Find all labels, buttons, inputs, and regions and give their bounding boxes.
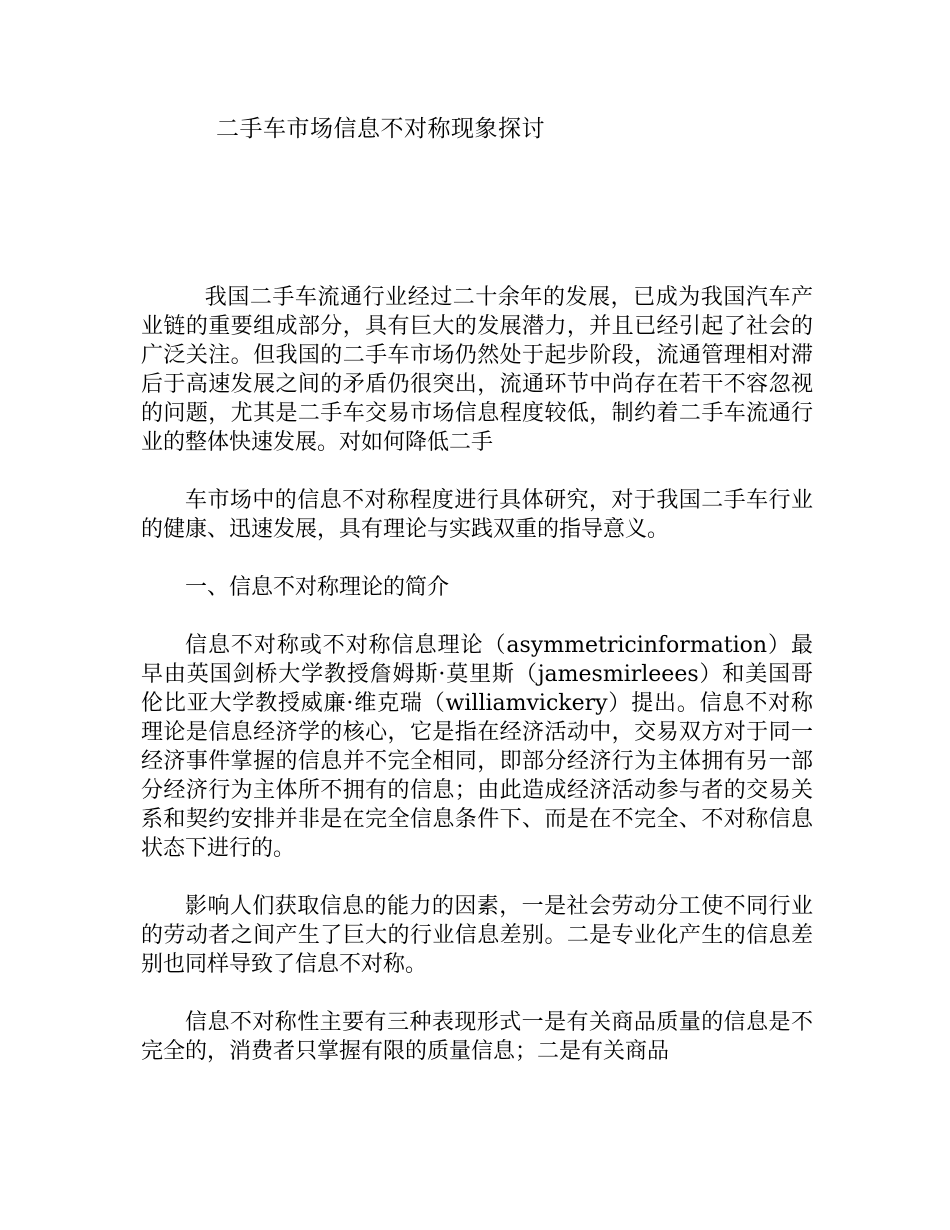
paragraph-spacer bbox=[141, 979, 813, 1008]
paragraph-spacer bbox=[141, 602, 813, 631]
paragraph-spacer bbox=[141, 544, 813, 573]
paragraph-theory: 信息不对称或不对称信息理论（asymmetricinformation）最早由英国剑桥大学教授詹姆斯·莫里斯（jamesmirleees）和美国哥伦比亚大学教授威廉·维克瑞（williamvickery）提出。信息不对称理论是信息经济学的核心，它是指在经济活动中，交易双方对于同一经济事件掌握的信息并不完全相同，即部分经济行为主体拥有另一部分经济行为主体所不拥有的信息；由此造成经济活动参与者的交易关系和契约安排并非是在完全信息条件下、而是在不完全、不对称信息状态下进行的。 bbox=[141, 633, 813, 861]
paragraph-intro: 我国二手车流通行业经过二十余年的发展，已成为我国汽车产业链的重要组成部分，具有巨大的发展潜力，并且已经引起了社会的广泛关注。但我国的二手车市场仍然处于起步阶段，流通管理相对滞后于高速发展之间的矛盾仍很突出，流通环节中尚存在若干不容忽视的问题，尤其是二手车交易市场信息程度较低，制约着二手车流通行业的整体快速发展。对如何降低二手 bbox=[141, 285, 813, 455]
paragraph-forms: 信息不对称性主要有三种表现形式一是有关商品质量的信息是不完全的，消费者只掌握有限的质量信息；二是有关商品 bbox=[141, 1010, 813, 1064]
document-body bbox=[141, 283, 813, 1066]
paragraph-spacer bbox=[141, 457, 813, 486]
paragraph-significance: 车市场中的信息不对称程度进行具体研究，对于我国二手车行业的健康、迅速发展，具有理论与实践双重的指导意义。 bbox=[141, 488, 813, 542]
paragraph-factors: 影响人们获取信息的能力的因素，一是社会劳动分工使不同行业的劳动者之间产生了巨大的行业信息差别。二是专业化产生的信息差别也同样导致了信息不对称。 bbox=[141, 894, 813, 977]
section-heading: 一、信息不对称理论的简介 bbox=[185, 575, 450, 600]
document-title: 二手车市场信息不对称现象探讨 bbox=[216, 116, 545, 142]
paragraph-spacer bbox=[141, 863, 813, 892]
